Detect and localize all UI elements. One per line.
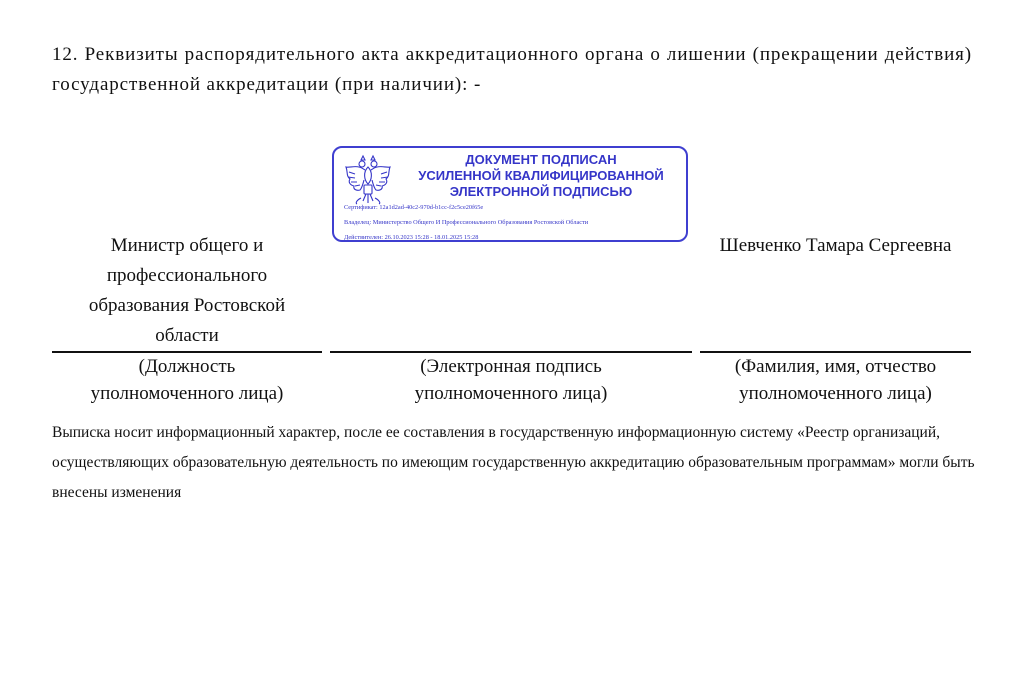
disclaimer-note: Выписка носит информационный характер, после ее составления в государственную информационную систему «Реестр организаций, осуществляющих образовательную деятельность по имеющим государственную аккредитацию образовательным программам» могли быть внесены изменения: [52, 424, 975, 501]
name-caption: [700, 353, 971, 407]
official-name: Шевченко Тамара Сергеевна: [719, 235, 952, 256]
official-position: [52, 231, 322, 351]
stamp-owner: Владелец: Министерство Общего И Профессионального Образования Ростовской Области: [344, 219, 589, 226]
coat-of-arms-icon: [343, 154, 393, 206]
position-line: образования Ростовской: [88, 295, 286, 316]
stamp-certificate: Сертификат: 12a1d2ad-40c2-970d-b1cc-f2c5ce20f65e: [344, 204, 484, 211]
stamp-title-line: ЭЛЕКТРОННОЙ ПОДПИСЬЮ: [449, 184, 633, 199]
caption-line: (Электронная подпись: [420, 356, 602, 377]
position-line: профессионального: [106, 265, 268, 286]
caption-line: (Фамилия, имя, отчество: [734, 356, 937, 377]
stamp-title: [396, 152, 686, 200]
stamp-validity: Действителен: 26.10.2023 15:28 - 18.01.2025 15:28: [344, 234, 479, 241]
caption-line: уполномоченного лица): [739, 383, 932, 404]
signature-caption: [330, 353, 692, 407]
caption-line: (Должность: [138, 356, 236, 377]
stamp-title-line: УСИЛЕННОЙ КВАЛИФИЦИРОВАННОЙ: [418, 168, 664, 183]
electronic-signature-stamp: [332, 146, 688, 242]
caption-line: уполномоченного лица): [90, 383, 284, 404]
position-line: области: [155, 325, 219, 346]
position-line: Министр общего и: [110, 235, 264, 256]
stamp-title-line: ДОКУМЕНТ ПОДПИСАН: [465, 152, 617, 167]
item-12-paragraph: 12. Реквизиты распорядительного акта аккредитационного органа о лишении (прекращении действия) государственной аккредитации (при наличии): -: [52, 44, 972, 95]
caption-line: уполномоченного лица): [414, 383, 608, 404]
position-caption: [52, 353, 322, 407]
